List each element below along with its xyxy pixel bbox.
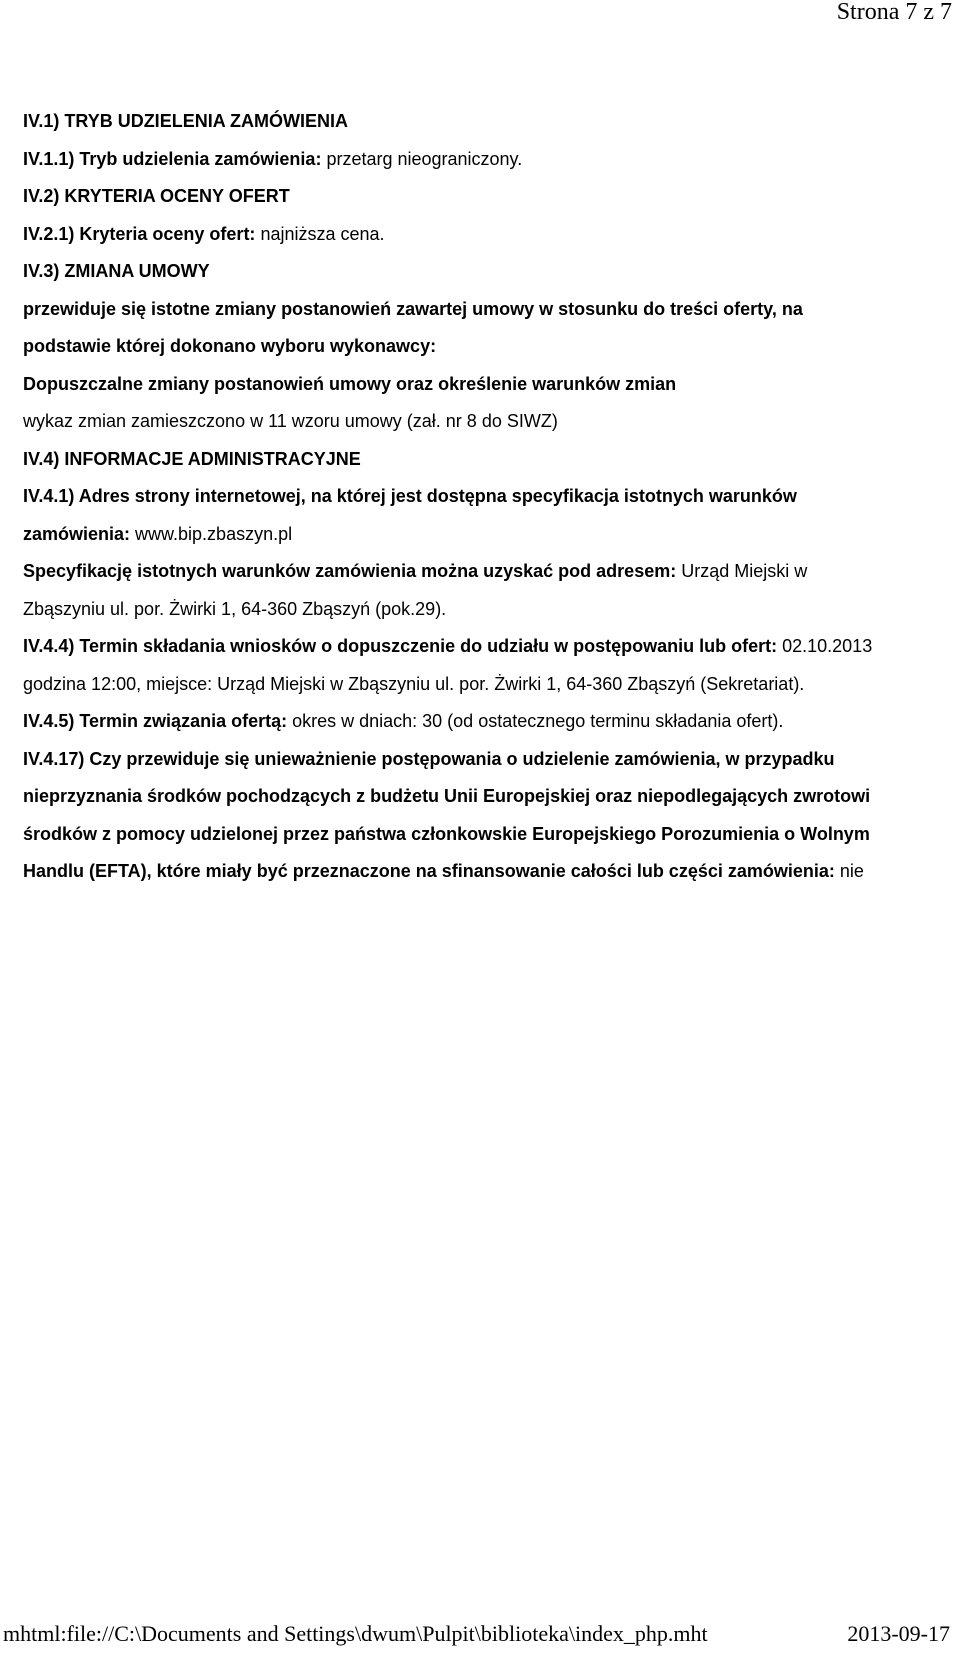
section-heading-tryb: IV.1) TRYB UDZIELENIA ZAMÓWIENIA <box>23 111 349 131</box>
field-label: IV.1.1) Tryb udzielenia zamówienia: <box>23 148 322 169</box>
paragraph-line: przewiduje się istotne zmiany postanowień zawartej umowy w stosunku do treści oferty, na <box>23 298 803 319</box>
footer-date: 2013-09-17 <box>847 1621 950 1646</box>
paragraph-line: wykaz zmian zamieszczono w 11 wzoru umowy (zał. nr 8 do SIWZ) <box>23 411 558 431</box>
section-heading-informacje: IV.4) INFORMACJE ADMINISTRACYJNE <box>23 448 361 469</box>
paragraph-line: podstawie której dokonano wyboru wykonawcy: <box>23 336 437 356</box>
field-specyfikacja <box>23 553 948 591</box>
section-heading-zmiana-umowy: IV.3) ZMIANA UMOWY <box>23 261 210 281</box>
field-value: Urząd Miejski w <box>676 561 808 581</box>
field-label: zamówienia: <box>23 523 131 544</box>
footer-file-path: mhtml:file://C:\Documents and Settings\dwum\Pulpit\biblioteka\index_php.mht <box>3 1621 708 1646</box>
field-value: najniższa cena. <box>255 223 385 244</box>
page-footer <box>0 1614 960 1654</box>
field-value-url: www.bip.zbaszyn.pl <box>130 523 293 544</box>
section-heading-kryteria: IV.2) KRYTERIA OCENY OFERT <box>23 186 290 206</box>
paragraph-line: środków z pomocy udzielonej przez państwa członkowskie Europejskiego Porozumienia o Wolnym <box>23 823 870 844</box>
field-uniewaznienie <box>23 853 948 891</box>
field-label: IV.2.1) Kryteria oceny ofert: <box>23 223 256 244</box>
paragraph-line: IV.4.17) Czy przewiduje się unieważnienie postępowania o udzielenie zamówienia, w przypadku <box>23 748 835 769</box>
field-label: Specyfikację istotnych warunków zamówienia można uzyskać pod adresem: <box>23 561 677 581</box>
field-tryb-udzielenia <box>23 141 948 179</box>
field-kryteria-oceny <box>23 216 948 254</box>
field-value: przetarg nieograniczony. <box>321 148 523 169</box>
paragraph-line: Dopuszczalne zmiany postanowień umowy oraz określenie warunków zmian <box>23 373 677 394</box>
field-label: IV.4.5) Termin związania ofertą: <box>23 711 288 731</box>
field-value: okres w dniach: 30 (od ostatecznego terminu składania ofert). <box>287 711 784 731</box>
field-value: 02.10.2013 <box>777 636 873 656</box>
paragraph-line: godzina 12:00, miejsce: Urząd Miejski w Zbąszyniu ul. por. Żwirki 1, 64-360 Zbąszyń (Sekretariat). <box>23 673 805 694</box>
field-termin-skladania <box>23 628 948 666</box>
field-termin-zwiazania <box>23 703 948 741</box>
paragraph-line: nieprzyznania środków pochodzących z budżetu Unii Europejskiej oraz niepodlegających zwrotowi <box>23 786 871 806</box>
field-adres-strony <box>23 516 948 554</box>
document-content <box>23 103 948 891</box>
page-indicator: Strona 7 z 7 <box>836 0 952 25</box>
paragraph-line: IV.4.1) Adres strony internetowej, na której jest dostępna specyfikacja istotnych warunków <box>23 486 797 506</box>
field-value: nie <box>834 861 864 881</box>
field-label: Handlu (EFTA), które miały być przeznaczone na sfinansowanie całości lub części zamówienia: <box>23 861 835 881</box>
field-label: IV.4.4) Termin składania wniosków o dopuszczenie do udziału w postępowaniu lub ofert: <box>23 636 778 656</box>
paragraph-line: Zbąszyniu ul. por. Żwirki 1, 64-360 Zbąszyń (pok.29). <box>23 598 447 619</box>
